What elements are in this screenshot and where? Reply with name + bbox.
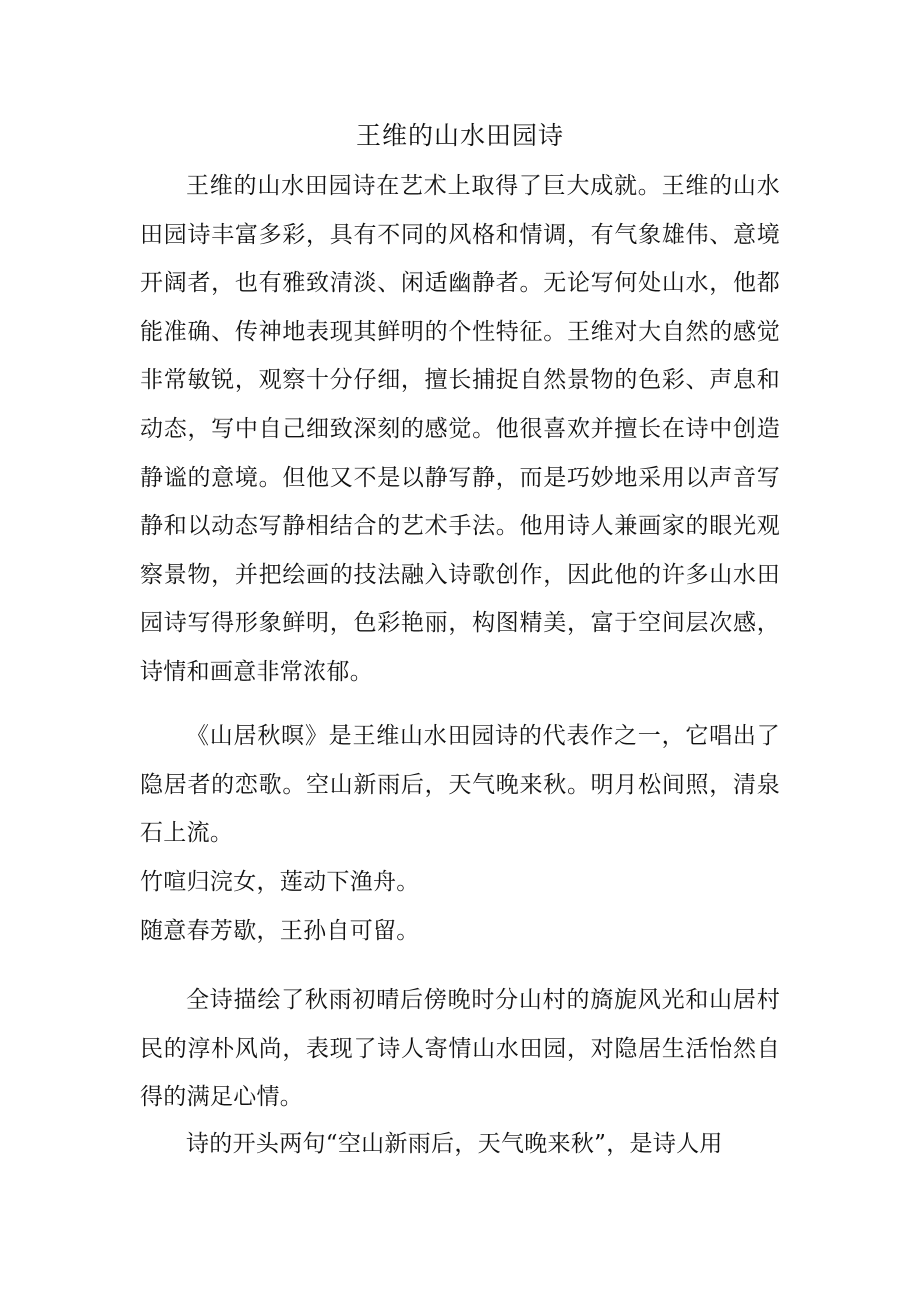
- document-title: 王维的山水田园诗: [355, 121, 564, 150]
- paragraph-poem-intro: 《山居秋暝》是王维山水田园诗的代表作之一，它唱出了隐居者的恋歌。空山新雨后，天气晚来秋。明月松间照，清泉石上流。: [140, 723, 780, 847]
- paragraph-poem-summary: 全诗描绘了秋雨初晴后傍晚时分山村的旖旎风光和山居村民的淳朴风尚，表现了诗人寄情山水田园，对隐居生活怡然自得的满足心情。: [140, 987, 780, 1111]
- poem-line: 随意春芳歇，王孙自可留。: [140, 918, 420, 944]
- paragraph-art-achievement: 王维的山水田园诗在艺术上取得了巨大成就。王维的山水田园诗丰富多彩，具有不同的风格和情调，有气象雄伟、意境开阔者，也有雅致清淡、闲适幽静者。无论写何处山水，他都能准确、传神地表现其鲜明的个性特征。王维对大自然的感觉非常敏锐，观察十分仔细，擅长捕捉自然景物的色彩、声息和动态，写中自己细致深刻的感觉。他很喜欢并擅长在诗中创造静谧的意境。但他又不是以静写静，而是巧妙地采用以声音写静和以动态写静相结合的艺术手法。他用诗人兼画家的眼光观察景物，并把绘画的技法融入诗歌创作，因此他的许多山水田园诗写得形象鲜明，色彩艳丽，构图精美，富于空间层次感，诗情和画意非常浓郁。: [140, 173, 780, 685]
- poem-line: 竹喧归浣女，莲动下渔舟。: [140, 869, 420, 895]
- paragraph-opening-lines: 诗的开头两句“空山新雨后，天气晚来秋”，是诗人用: [186, 1131, 723, 1157]
